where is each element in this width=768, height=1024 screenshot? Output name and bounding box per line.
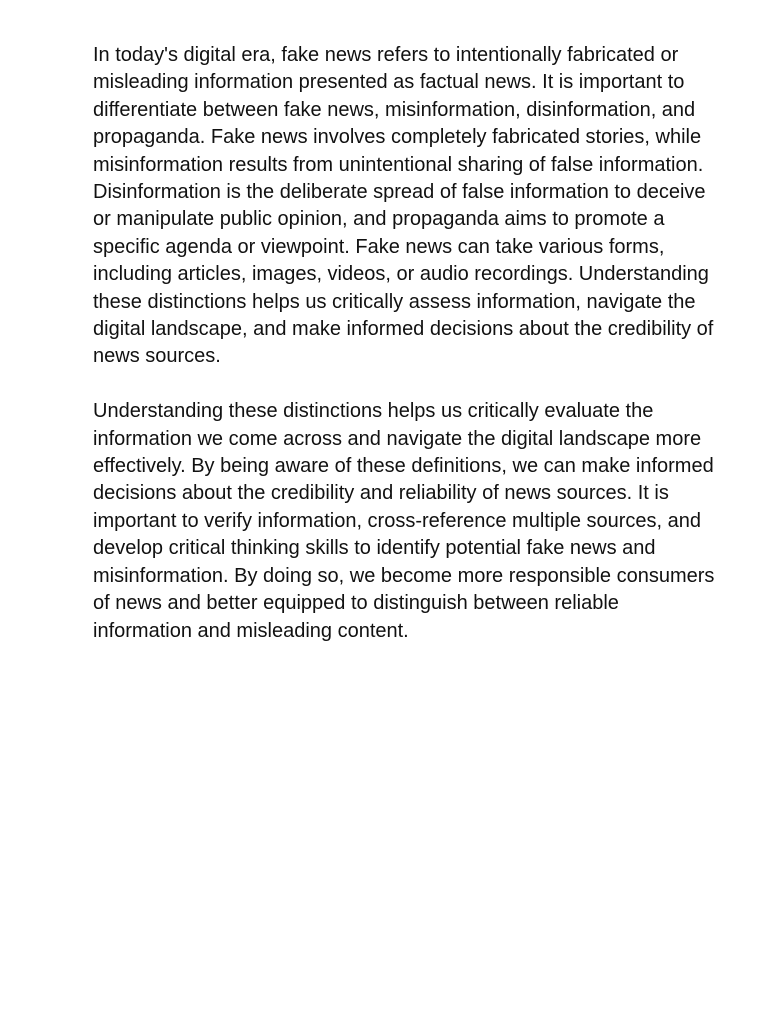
paragraph-1: In today's digital era, fake news refers to intentionally fabricated or misleading information presented as factual news. It is important to differentiate between fake news, misinformation, disinformation, and propaganda. Fake news involves completely fabricated stories, while misinformation results from unintentional sharing of false information. Disinformation is the deliberate spread of false information to deceive or manipulate public opinion, and propaganda aims to promote a specific agenda or viewpoint. Fake news can take various forms, including articles, images, videos, or audio recordings. Understanding these distinctions helps us critically assess information, navigate the digital landscape, and make informed decisions about the credibility of news sources. [93, 44, 714, 368]
document-body [93, 42, 723, 672]
paragraph-2: Understanding these distinctions helps us critically evaluate the information we come across and navigate the digital landscape more effectively. By being aware of these definitions, we can make informed decisions about the credibility and reliability of news sources. It is important to verify information, cross-reference multiple sources, and develop critical thinking skills to identify potential fake news and misinformation. By doing so, we become more responsible consumers of news and better equipped to distinguish between reliable information and misleading content. [93, 400, 715, 642]
